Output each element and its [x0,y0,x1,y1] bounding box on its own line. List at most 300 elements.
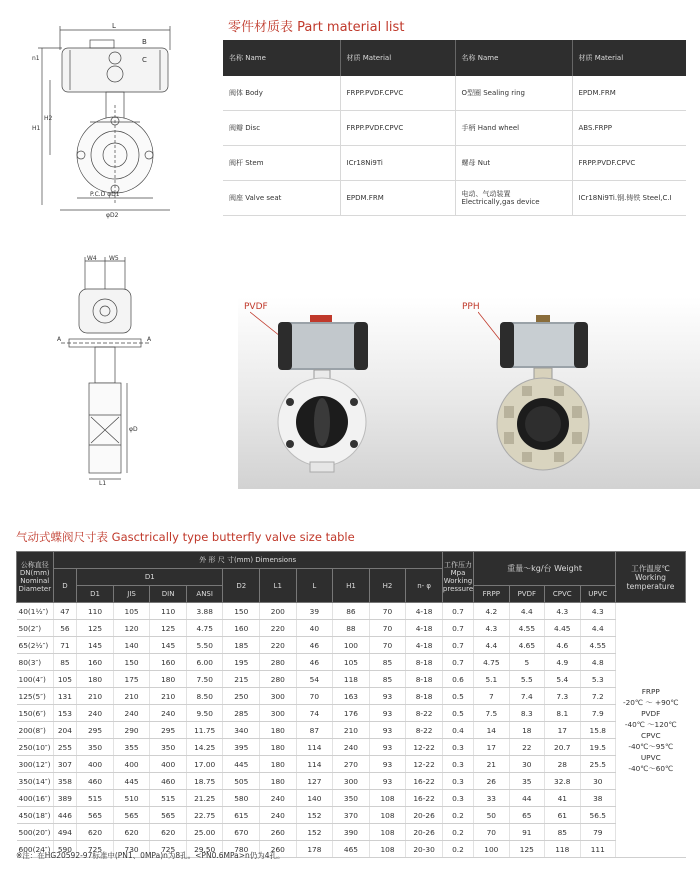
table-cell: 93 [369,688,406,705]
table-cell: 50 [474,807,509,824]
table-cell: 4.4 [509,603,544,620]
table-cell: 0.3 [442,739,473,756]
pm-cell: EPDM.FRM [572,76,686,111]
table-cell: 8-18 [406,671,443,688]
table-cell: 87 [296,722,333,739]
table-cell: 12-22 [406,739,443,756]
table-cell: 240 [113,705,150,722]
table-cell: 4.3 [474,620,509,637]
table-cell: 35 [509,773,544,790]
table-cell: 210 [150,688,187,705]
header-JIS: JIS [113,586,150,603]
table-cell: 670 [223,824,260,841]
table-row [17,637,686,654]
table-cell: 460 [150,773,187,790]
table-cell: 215 [223,671,260,688]
dn-cell: 300(12″) [17,756,54,773]
table-cell: 61 [545,807,580,824]
table-cell: 4.55 [580,637,616,654]
table-cell: 4.75 [474,654,509,671]
table-cell: 56.5 [580,807,616,824]
header-H2: H2 [369,569,406,603]
table-cell: 390 [333,824,370,841]
table-cell: 260 [260,824,297,841]
table-cell: 131 [53,688,77,705]
table-cell: 4.2 [474,603,509,620]
table-cell: 100 [333,637,370,654]
header-FRPP: FRPP [474,586,509,603]
table-cell: 250 [223,688,260,705]
table-cell: 18.75 [186,773,223,790]
table-cell: 110 [150,603,187,620]
table-cell: 20-26 [406,807,443,824]
table-cell: 446 [53,807,77,824]
dim-n1: n1 [32,55,40,62]
table-row [17,773,686,790]
table-row [17,722,686,739]
table-cell: 4.45 [545,620,580,637]
dim-D2: φD2 [106,212,119,219]
table-cell: 0.5 [442,688,473,705]
table-cell: 5.1 [474,671,509,688]
table-cell: 91 [509,824,544,841]
front-view-drawing [30,20,200,220]
table-cell: 140 [296,790,333,807]
size-table-body [17,603,686,858]
table-cell: 163 [333,688,370,705]
table-cell: 65 [509,807,544,824]
table-cell: 285 [223,705,260,722]
table-cell: 17.00 [186,756,223,773]
table-cell: 590 [53,841,77,858]
dim-B: B [142,38,147,46]
table-cell: 180 [77,671,114,688]
dn-cell: 40(1½″) [17,603,54,620]
table-row [17,654,686,671]
table-cell: 0.4 [442,722,473,739]
table-cell: 46 [296,654,333,671]
table-cell: 85 [369,654,406,671]
table-cell: 0.7 [442,603,473,620]
table-cell: 21.25 [186,790,223,807]
table-cell: 5.50 [186,637,223,654]
table-cell: 9.50 [186,705,223,722]
table-cell: 108 [369,807,406,824]
table-cell: 5.4 [545,671,580,688]
table-cell: 0.3 [442,756,473,773]
table-cell: 565 [77,807,114,824]
table-cell: 4.4 [580,620,616,637]
table-cell: 111 [580,841,616,858]
table-cell: 465 [333,841,370,858]
header-weight: 重量～kg/台 Weight [474,552,616,586]
dn-cell: 500(20″) [17,824,54,841]
table-cell: 445 [223,756,260,773]
table-cell: 44 [509,790,544,807]
table-cell: 0.2 [442,841,473,858]
table-cell: 6.00 [186,654,223,671]
table-cell: 0.3 [442,773,473,790]
header-PVDF: PVDF [509,586,544,603]
dim-H1: H1 [32,125,41,132]
pm-cell: FRPP.PVDF.CPVC [340,76,455,111]
table-cell: 40 [296,620,333,637]
table-cell: 71 [53,637,77,654]
table-cell: 300 [260,688,297,705]
table-cell: 108 [369,824,406,841]
dn-cell: 65(2½″) [17,637,54,654]
table-cell: 7.4 [509,688,544,705]
table-cell: 180 [260,773,297,790]
table-cell: 4.6 [545,637,580,654]
dim-L1: L1 [99,480,107,485]
temperature-line: PVDF [641,709,661,718]
part-material-table [223,40,686,216]
table-cell: 70 [369,603,406,620]
temperature-line: UPVC [640,753,661,762]
table-cell: 160 [77,654,114,671]
table-cell: 355 [113,739,150,756]
header-D1: D1 [77,586,114,603]
table-row [17,603,686,620]
table-cell: 11.75 [186,722,223,739]
table-cell: 8.1 [545,705,580,722]
table-cell: 18 [509,722,544,739]
header-D2: D2 [223,569,260,603]
table-cell: 7.50 [186,671,223,688]
table-cell: 295 [77,722,114,739]
table-cell: 21 [474,756,509,773]
table-cell: 210 [77,688,114,705]
table-cell: 105 [53,671,77,688]
table-row [17,688,686,705]
table-cell: 505 [223,773,260,790]
size-table-title: 气动式蝶阀尺寸表 Gasctrically type butterfly valve size table [16,530,355,544]
table-row [223,181,686,216]
table-cell: 105 [113,603,150,620]
dim-C: C [142,56,147,64]
table-cell: 7.5 [474,705,509,722]
table-cell: 14.25 [186,739,223,756]
part-material-header-row [223,40,686,76]
dn-cell: 100(4″) [17,671,54,688]
table-cell: 580 [223,790,260,807]
table-cell: 0.7 [442,620,473,637]
table-cell: 70 [369,620,406,637]
pm-header-material-2: 材质 Material [572,40,686,76]
table-cell: 178 [296,841,333,858]
section-A-left: A [57,336,62,343]
header-H1: H1 [333,569,370,603]
table-cell: 280 [260,671,297,688]
table-cell: 17 [474,739,509,756]
pvdf-valve-photo [250,310,380,485]
table-cell: 4.9 [545,654,580,671]
dim-pcd: P.C.D φD1 [90,191,120,198]
pm-cell: O型圈 Sealing ring [455,76,572,111]
pph-label: PPH [462,302,480,312]
table-cell: 175 [113,671,150,688]
table-cell: 204 [53,722,77,739]
table-cell: 153 [53,705,77,722]
table-cell: 70 [474,824,509,841]
table-cell: 255 [53,739,77,756]
dn-cell: 250(10″) [17,739,54,756]
pvdf-label: PVDF [244,302,268,312]
pm-cell: 电动、气动装置 Electrically,gas device [455,181,572,216]
table-cell: 358 [53,773,77,790]
table-cell: 0.7 [442,637,473,654]
table-cell: 780 [223,841,260,858]
table-cell: 93 [369,722,406,739]
pm-cell: 螺母 Nut [455,146,572,181]
dn-cell: 400(16″) [17,790,54,807]
temperature-line: -20℃ ～ +90℃ [622,698,679,707]
table-cell: 340 [223,722,260,739]
header-UPVC: UPVC [580,586,616,603]
table-cell: 8-22 [406,705,443,722]
table-cell: 350 [333,790,370,807]
table-cell: 565 [113,807,150,824]
table-cell: 350 [77,739,114,756]
table-cell: 105 [333,654,370,671]
table-cell: 350 [150,739,187,756]
dn-cell: 600(24″) [17,841,54,858]
table-cell: 0.7 [442,654,473,671]
table-cell: 4.8 [580,654,616,671]
table-cell: 8.3 [509,705,544,722]
pm-cell: 手柄 Hand wheel [455,111,572,146]
table-cell: 5.3 [580,671,616,688]
table-row [17,756,686,773]
header-D1-group: D1 [77,569,223,586]
table-cell: 74 [296,705,333,722]
table-cell: 150 [113,654,150,671]
table-cell: 125 [150,620,187,637]
table-cell: 118 [333,671,370,688]
dim-H2: H2 [44,115,53,122]
table-cell: 108 [369,790,406,807]
dn-cell: 80(3″) [17,654,54,671]
table-cell: 8-18 [406,654,443,671]
table-cell: 620 [150,824,187,841]
header-dn: 公称直径 DN(mm) Nominal Diameter [17,552,54,603]
table-cell: 125 [509,841,544,858]
table-cell: 127 [296,773,333,790]
header-temperature: 工作温度℃ Working temperature [616,552,686,603]
footnote: ※注：在HG20592-97标准中(PN1、0MPa)n为8孔。<PN0.6MPa>n仍为4孔。 [16,851,285,860]
table-cell: 8-22 [406,722,443,739]
table-row [223,76,686,111]
table-cell: 180 [260,739,297,756]
pm-cell: FRPP.PVDF.CPVC [340,111,455,146]
table-cell: 19.5 [580,739,616,756]
table-cell: 152 [296,807,333,824]
table-cell: 445 [113,773,150,790]
table-cell: 88 [333,620,370,637]
table-cell: 41 [545,790,580,807]
table-cell: 300 [333,773,370,790]
table-cell: 5 [509,654,544,671]
table-cell: 260 [260,841,297,858]
table-cell: 515 [77,790,114,807]
table-cell: 0.2 [442,807,473,824]
table-cell: 515 [150,790,187,807]
table-cell: 32.8 [545,773,580,790]
table-cell: 150 [223,603,260,620]
table-cell: 210 [113,688,150,705]
temperature-line: CPVC [640,731,661,740]
pph-valve-photo [478,310,608,485]
pm-cell: ABS.FRPP [572,111,686,146]
table-cell: 4.65 [509,637,544,654]
table-cell: 195 [223,654,260,671]
table-cell: 400 [150,756,187,773]
table-cell: 56 [53,620,77,637]
pm-cell: 阀座 Valve seat [223,181,340,216]
table-cell: 8.50 [186,688,223,705]
table-cell: 25.5 [580,756,616,773]
table-cell: 22 [509,739,544,756]
table-cell: 240 [260,790,297,807]
table-cell: 395 [223,739,260,756]
table-cell: 725 [150,841,187,858]
table-cell: 307 [53,756,77,773]
table-cell: 70 [296,688,333,705]
table-cell: 86 [333,603,370,620]
size-table [16,551,686,858]
table-cell: 4.55 [509,620,544,637]
table-cell: 510 [113,790,150,807]
table-cell: 7 [474,688,509,705]
table-cell: 93 [369,773,406,790]
table-cell: 20-26 [406,824,443,841]
table-cell: 4.3 [545,603,580,620]
table-cell: 176 [333,705,370,722]
table-cell: 26 [474,773,509,790]
table-cell: 70 [369,637,406,654]
table-cell: 15.8 [580,722,616,739]
table-cell: 152 [296,824,333,841]
table-cell: 16-22 [406,790,443,807]
table-cell: 240 [77,705,114,722]
table-cell: 93 [369,739,406,756]
table-cell: 12-22 [406,756,443,773]
pm-cell: ICr18Ni9Ti.钢.铸铁 Steel,C.I [572,181,686,216]
dn-cell: 50(2″) [17,620,54,637]
table-cell: 185 [223,637,260,654]
header-dimensions: 外 形 尺 寸(mm) Dimensions [53,552,442,569]
dim-W4: W4 [87,255,97,262]
table-cell: 280 [260,654,297,671]
header-pressure: 工作压力 Mpa Working pressure [442,552,473,603]
table-cell: 370 [333,807,370,824]
table-cell: 4-18 [406,603,443,620]
dn-cell: 150(6″) [17,705,54,722]
table-cell: 615 [223,807,260,824]
temperature-line: -40℃～60℃ [628,764,674,773]
table-cell: 4.75 [186,620,223,637]
side-view-drawing [55,255,155,485]
pm-cell: ICr18Ni9Ti [340,146,455,181]
table-cell: 270 [333,756,370,773]
table-row [17,739,686,756]
header-D: D [53,569,77,603]
header-L1: L1 [260,569,297,603]
table-cell: 220 [260,620,297,637]
table-cell: 85 [545,824,580,841]
pm-header-name-1: 名称 Name [223,40,340,76]
table-cell: 4.3 [580,603,616,620]
pm-cell: 阀杆 Stem [223,146,340,181]
table-cell: 93 [369,705,406,722]
table-cell: 140 [113,637,150,654]
table-cell: 0.5 [442,705,473,722]
table-row [17,824,686,841]
table-cell: 300 [260,705,297,722]
table-row [223,146,686,181]
pm-cell: EPDM.FRM [340,181,455,216]
table-cell: 114 [296,756,333,773]
header-n-phi: n- φ [406,569,443,603]
table-row [17,705,686,722]
table-cell: 79 [580,824,616,841]
table-cell: 16-22 [406,773,443,790]
dn-cell: 350(14″) [17,773,54,790]
temperature-line: -40℃ ～120℃ [624,720,677,729]
section-A-right: A [147,336,152,343]
table-cell: 220 [260,637,297,654]
table-cell: 290 [113,722,150,739]
table-cell: 25.00 [186,824,223,841]
table-cell: 110 [77,603,114,620]
table-row [17,620,686,637]
table-cell: 210 [333,722,370,739]
table-cell: 200 [260,603,297,620]
table-cell: 0.2 [442,824,473,841]
table-cell: 240 [150,705,187,722]
table-cell: 460 [77,773,114,790]
table-cell: 620 [77,824,114,841]
table-cell: 145 [150,637,187,654]
table-cell: 295 [150,722,187,739]
dim-L: L [112,22,116,30]
table-row [223,111,686,146]
temperature-cell [616,603,686,858]
table-cell: 145 [77,637,114,654]
table-cell: 114 [296,739,333,756]
table-cell: 389 [53,790,77,807]
table-cell: 240 [333,739,370,756]
pm-cell: FRPP.PVDF.CPVC [572,146,686,181]
header-DIN: DIN [150,586,187,603]
table-cell: 180 [260,756,297,773]
table-row [17,807,686,824]
table-cell: 494 [53,824,77,841]
table-cell: 725 [77,841,114,858]
temperature-line: -40℃～95℃ [628,742,674,751]
table-cell: 46 [296,637,333,654]
table-cell: 400 [113,756,150,773]
header-CPVC: CPVC [545,586,580,603]
dim-W5: W5 [109,255,119,262]
table-cell: 620 [113,824,150,841]
pm-cell: 阀瓣 Disc [223,111,340,146]
table-cell: 7.2 [580,688,616,705]
table-cell: 108 [369,841,406,858]
table-cell: 54 [296,671,333,688]
table-cell: 85 [369,671,406,688]
